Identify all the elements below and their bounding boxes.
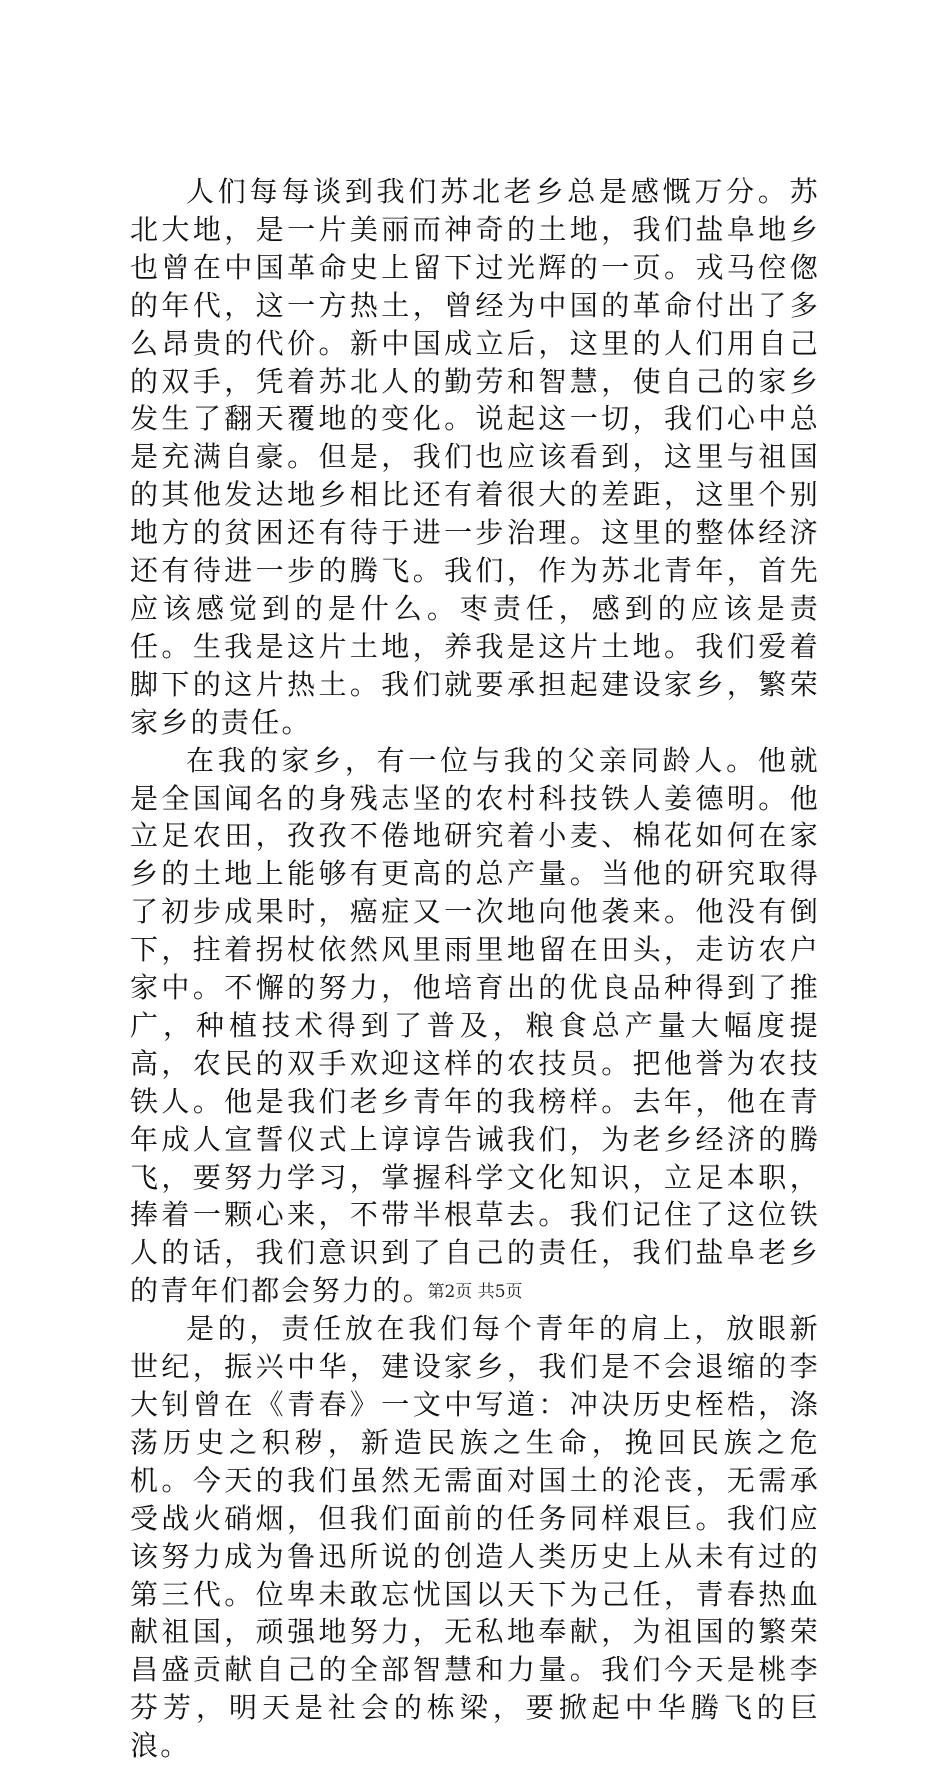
paragraph: 人们每每谈到我们苏北老乡总是感慨万分。苏北大地，是一片美丽而神奇的土地，我们盐阜地乡也曾在中国革命史上留下过光辉的一页。戎马倥偬的年代，这一方热土，曾经为中国的革命付出了多么昂贵的代价。新中国成立后，这里的人们用自己的双手，凭着苏北人的勤劳和智慧，使自己的家乡发生了翻天覆地的变化。说起这一切，我们心中总是充满自豪。但是，我们也应该看到，这里与祖国的其他发达地乡相比还有着很大的差距，这里个别地方的贫困还有待于进一步治理。这里的整体经济还有待进一步的腾飞。我们，作为苏北青年，首先应该感觉到的是什么。枣责任，感到的应该是责任。生我是这片土地，养我是这片土地。我们爱着脚下的这片热土。我们就要承担起建设家乡，繁荣家乡的责任。 — [130, 175, 820, 739]
document-body — [130, 173, 820, 1765]
paragraph: 在我的家乡，有一位与我的父亲同龄人。他就是全国闻名的身残志坚的农村科技铁人姜德明。他立足农田，孜孜不倦地研究着小麦、棉花如何在家乡的土地上能够有更高的总产量。当他的研究取得了初步成果时，癌症又一次地向他袭来。他没有倒下，拄着拐杖依然风里雨里地留在田头，走访农户家中。不懈的努力，他培育出的优良品种得到了推广，种植技术得到了普及，粮食总产量大幅度提高，农民的双手欢迎这样的农技员。把他誉为农技铁人。他是我们老乡青年的我榜样。去年，他在青年成人宣誓仪式上谆谆告诫我们，为老乡经济的腾飞，要努力学习，掌握科学文化知识，立足本职，捧着一颗心来，不带半根草去。我们记住了这位铁人的话，我们意识到了自己的责任，我们盐阜老乡的青年们都会努力的。 — [130, 743, 820, 1308]
page-number-footer: 第2页 共5页 — [427, 1282, 523, 1302]
paragraph: 是的，责任放在我们每个青年的肩上，放眼新世纪，振兴中华，建设家乡，我们是不会退缩的李大钊曾在《青春》一文中写道：冲决历史桎梏，涤荡历史之积秽，新造民族之生命，挽回民族之危机。今天的我们虽然无需面对国土的沦丧，无需承受战火硝烟，但我们面前的任务同样艰巨。我们应该努力成为鲁迅所说的创造人类历史上从未有过的第三代。位卑未敢忘忧国以天下为己任，青春热血献祖国，顽强地努力，无私地奉献，为祖国的繁荣昌盛贡献自己的全部智慧和力量。我们今天是桃李芬芳，明天是社会的栋梁，要掀起中华腾飞的巨浪。 — [130, 1312, 820, 1763]
